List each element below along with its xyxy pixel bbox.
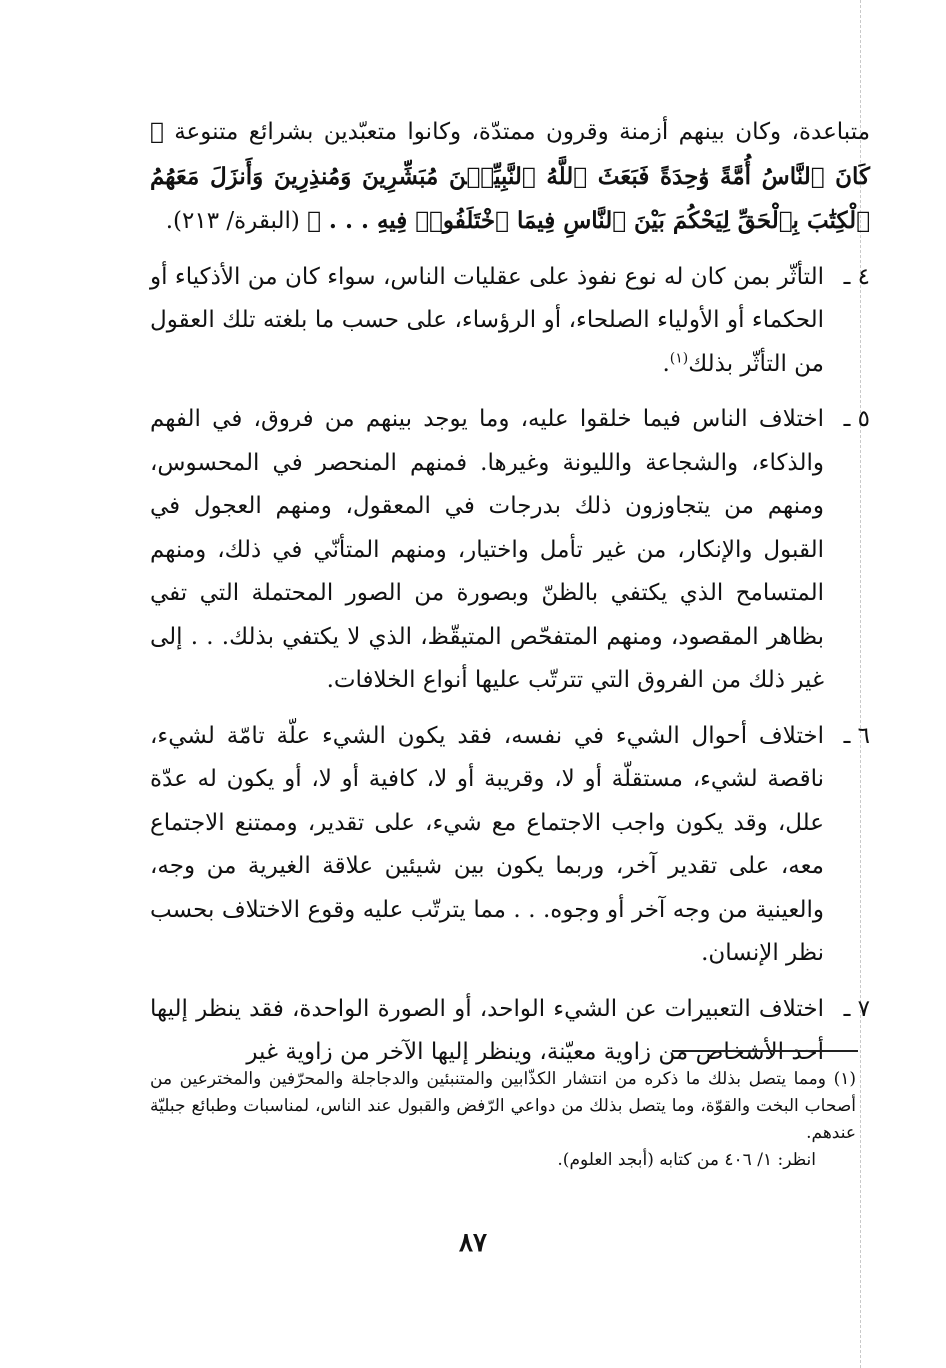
list-item-4	[150, 256, 870, 387]
footnote-marker-1[interactable]: (١)	[669, 349, 689, 366]
list-item-7	[150, 988, 870, 1075]
footnote-source	[150, 1147, 856, 1174]
footnote-source-text: انظر: ١/ ٤٠٦ من كتابه (أبجد العلوم).	[557, 1150, 816, 1170]
item-text-5: اختلاف الناس فيما خلقوا عليه، وما يوجد بينهم من فروق، في الفهم والذكاء، والشجاعة والليونة وغيرها. فمنهم المنحصر في المحسوس، ومنهم من يتجاوزون ذلك بدرجات في المعقول، ومنهم العجول في القبول والإنكار، من غير تأمل واختيار، ومنهم المتأنّي في ذلك، ومنهم المتسامح الذي يكتفي بالظنّ وبصورة من الصور المحتملة التي تفي بظاهر المقصود، ومنهم المتفحّص المتيقّظ، الذي لا يكتفي بذلك. . . إلى غير ذلك من الفروق التي تترتّب عليها أنواع الخلافات.	[150, 406, 824, 693]
footnote-1	[150, 1066, 856, 1147]
intro-text: متباعدة، وكان بينهم أزمنة وقرون ممتدّة، وكانوا متعبّدين بشرائع متنوعة	[174, 119, 871, 145]
footnote-separator	[672, 1050, 858, 1052]
page-number: ٨٧	[459, 1228, 487, 1258]
list-item-6	[150, 715, 870, 976]
verse-reference: (البقرة/ ٢١٣).	[165, 208, 300, 234]
item-text-4: التأثّر بمن كان له نوع نفوذ على عقليات الناس، سواء كان من الأذكياء أو الحكماء أو الأولياء الصلحاء، أو الرؤساء، على حسب ما بلغته تلك العقول من التأثّر بذلك	[150, 263, 824, 377]
item-number-5: ٥ ـ	[843, 406, 870, 432]
item-number-7: ٧ ـ	[843, 995, 870, 1022]
item-number-4: ٤ ـ	[843, 263, 870, 290]
intro-paragraph	[150, 110, 870, 244]
list-item-5	[150, 398, 870, 703]
item-4-end: .	[662, 350, 670, 377]
quran-verse: ﴿ كَانَ ٱلنَّاسُ أُمَّةً وَٰحِدَةً فَبَعَثَ ٱللَّهُ ٱلنَّبِيِّـۧنَ مُبَشِّرِينَ وَمُنذِرِينَ وَأَنزَلَ مَعَهُمُ ٱلْكِتَٰبَ بِٱلْحَقِّ لِيَحْكُمَ بَيْنَ ٱلنَّاسِ فِيمَا ٱخْتَلَفُوا۟ فِيهِ . . . ﴾	[150, 118, 870, 234]
footnote-number-1: (١)	[833, 1069, 857, 1089]
item-number-6: ٦ ـ	[843, 722, 870, 749]
footnote-text-1: ومما يتصل بذلك ما ذكره من انتشار الكذّابين والمتنبئين والدجاجلة والمحرّفين والمخترعين من أصحاب البخت والقوّة، وما يتصل بذلك من دواعي الرّفض والقبول عند الناس، لمناسبات وطبائع جبليّة عندهم.	[150, 1069, 856, 1143]
item-text-6: اختلاف أحوال الشيء في نفسه، فقد يكون الشيء علّة تامّة لشيء، ناقصة لشيء، مستقلّة أو لا، وقريبة أو لا، كافية أو لا، أو يكون له عدّة علل، وقد يكون واجب الاجتماع مع شيء، على تقدير، وممتنع الاجتماع معه، على تقدير آخر، وربما يكون بين شيئين علاقة الغيرية من وجه، والعينية من وجه آخر أو وجوه. . . مما يترتّب عليه وقوع الاختلاف بحسب نظر الإنسان.	[150, 722, 824, 966]
main-text	[150, 110, 870, 1075]
footnotes-section	[150, 1066, 856, 1174]
item-text-7: اختلاف التعبيرات عن الشيء الواحد، أو الصورة الواحدة، فقد ينظر إليها أحد الأشخاص من زاوية معيّنة، وينظر إليها الآخر من زاوية غير	[150, 995, 824, 1065]
